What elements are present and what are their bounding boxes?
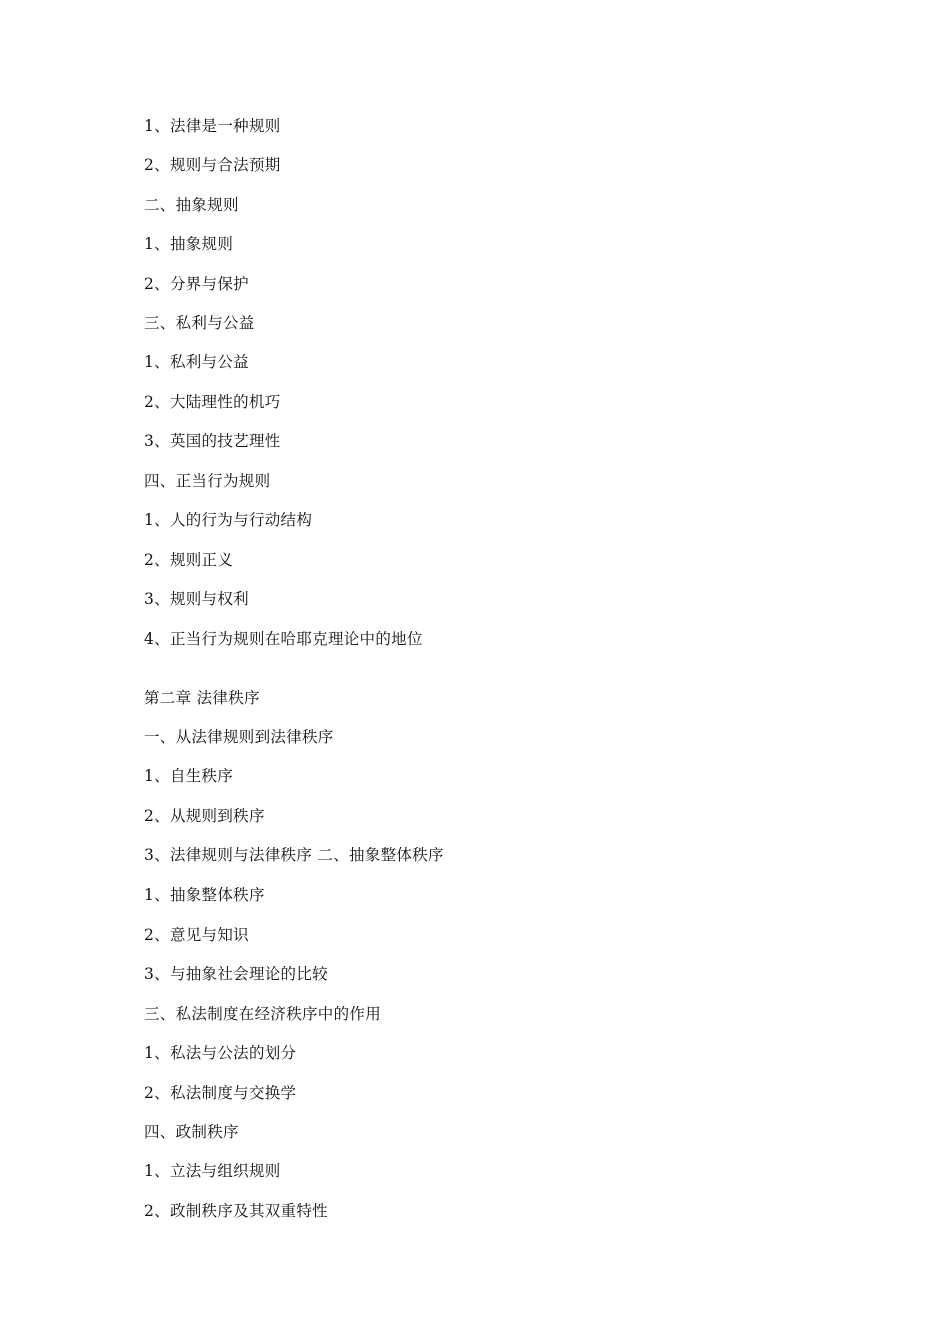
toc-line: 3、与抽象社会理论的比较 — [144, 965, 328, 983]
section-heading: 四、政制秩序 — [144, 1123, 239, 1141]
toc-line: 1、私法与公法的划分 — [144, 1044, 297, 1062]
section-heading: 二、抽象规则 — [144, 196, 239, 214]
toc-line: 2、意见与知识 — [144, 926, 249, 944]
section-heading: 一、从法律规则到法律秩序 — [144, 728, 334, 746]
toc-line: 1、抽象规则 — [144, 235, 234, 253]
toc-line: 2、政制秩序及其双重特性 — [144, 1202, 328, 1220]
section-heading: 三、私利与公益 — [144, 314, 255, 332]
toc-line: 1、自生秩序 — [144, 767, 234, 785]
toc-line: 1、人的行为与行动结构 — [144, 511, 313, 529]
toc-line: 1、法律是一种规则 — [144, 117, 281, 135]
section-heading: 三、私法制度在经济秩序中的作用 — [144, 1005, 382, 1023]
section-heading: 四、正当行为规则 — [144, 472, 271, 490]
toc-line: 3、法律规则与法律秩序 二、抽象整体秩序 — [144, 846, 444, 864]
toc-line: 2、从规则到秩序 — [144, 807, 265, 825]
toc-line: 2、私法制度与交换学 — [144, 1084, 297, 1102]
toc-line: 2、规则正义 — [144, 551, 234, 569]
toc-line: 2、规则与合法预期 — [144, 156, 281, 174]
toc-line: 2、分界与保护 — [144, 275, 249, 293]
toc-line: 1、私利与公益 — [144, 353, 249, 371]
toc-line: 3、英国的技艺理性 — [144, 432, 281, 450]
chapter-title: 第二章 法律秩序 — [144, 689, 260, 707]
toc-line: 2、大陆理性的机巧 — [144, 393, 281, 411]
toc-line: 4、正当行为规则在哈耶克理论中的地位 — [144, 630, 423, 648]
toc-line: 1、抽象整体秩序 — [144, 886, 265, 904]
toc-line: 1、立法与组织规则 — [144, 1162, 281, 1180]
toc-line: 3、规则与权利 — [144, 590, 249, 608]
